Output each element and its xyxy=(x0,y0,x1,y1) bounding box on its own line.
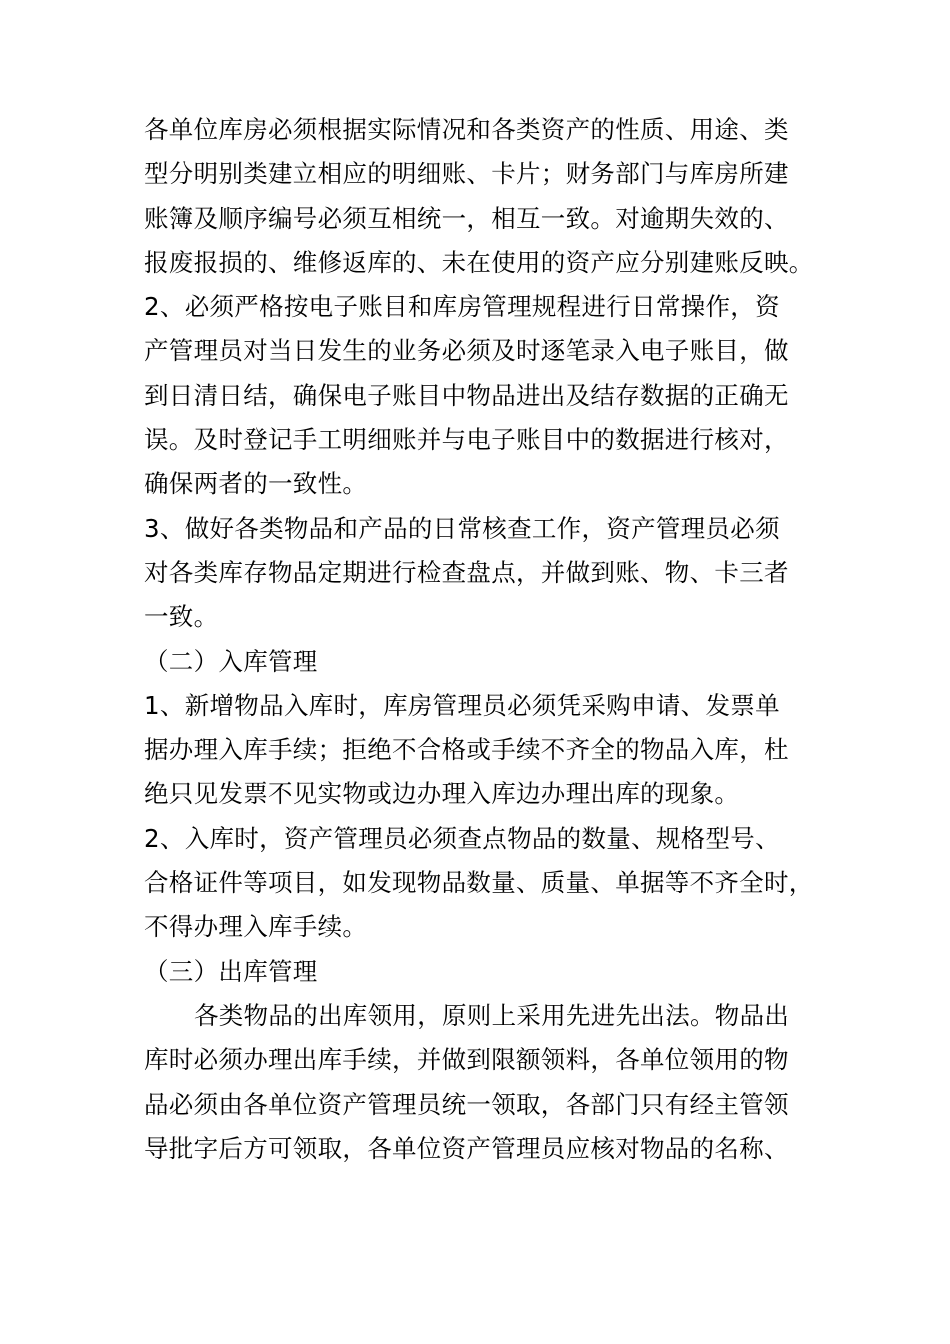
body-line: 对各类库存物品定期进行检查盘点，并做到账、物、卡三者 xyxy=(144,557,789,587)
body-line: 3、做好各类物品和产品的日常核查工作，资产管理员必须 xyxy=(144,513,780,543)
document-body xyxy=(144,108,814,1171)
body-line: 账簿及顺序编号必须互相统一，相互一致。对逾期失效的、 xyxy=(144,203,789,233)
body-line: 确保两者的一致性。 xyxy=(144,469,368,499)
body-line: 误。及时登记手工明细账并与电子账目中的数据进行核对， xyxy=(144,425,789,455)
body-line: 1、新增物品入库时，库房管理员必须凭采购申请、发票单 xyxy=(144,690,780,720)
body-line: 产管理员对当日发生的业务必须及时逐笔录入电子账目，做 xyxy=(144,336,789,366)
body-line: 不得办理入库手续。 xyxy=(144,912,368,942)
body-line: 一致。 xyxy=(144,602,219,632)
body-line: 各单位库房必须根据实际情况和各类资产的性质、用途、类 xyxy=(144,115,789,144)
body-line: 到日清日结，确保电子账目中物品进出及结存数据的正确无 xyxy=(144,380,789,410)
body-line: 各类物品的出库领用，原则上采用先进先出法。物品出 xyxy=(194,1000,790,1030)
body-line: 库时必须办理出库手续，并做到限额领料，各单位领用的物 xyxy=(144,1045,789,1075)
body-line: 绝只见发票不见实物或边办理入库边办理出库的现象。 xyxy=(144,779,740,809)
body-line: 据办理入库手续；拒绝不合格或手续不齐全的物品入库，杜 xyxy=(144,735,789,765)
body-line: 2、必须严格按电子账目和库房管理规程进行日常操作，资 xyxy=(144,292,780,322)
body-line: 合格证件等项目，如发现物品数量、质量、单据等不齐全时， xyxy=(144,868,814,898)
section-heading-warehousing-out: （三）出库管理 xyxy=(144,956,318,986)
section-heading-warehousing-in: （二）入库管理 xyxy=(144,646,318,676)
body-line: 型分明别类建立相应的明细账、卡片；财务部门与库房所建 xyxy=(144,159,789,189)
body-line: 2、入库时，资产管理员必须查点物品的数量、规格型号、 xyxy=(144,823,780,853)
body-line: 报废报损的、维修返库的、未在使用的资产应分别建账反映。 xyxy=(144,247,814,277)
body-line: 导批字后方可领取，各单位资产管理员应核对物品的名称、 xyxy=(144,1133,789,1163)
body-line: 品必须由各单位资产管理员统一领取，各部门只有经主管领 xyxy=(144,1089,789,1119)
